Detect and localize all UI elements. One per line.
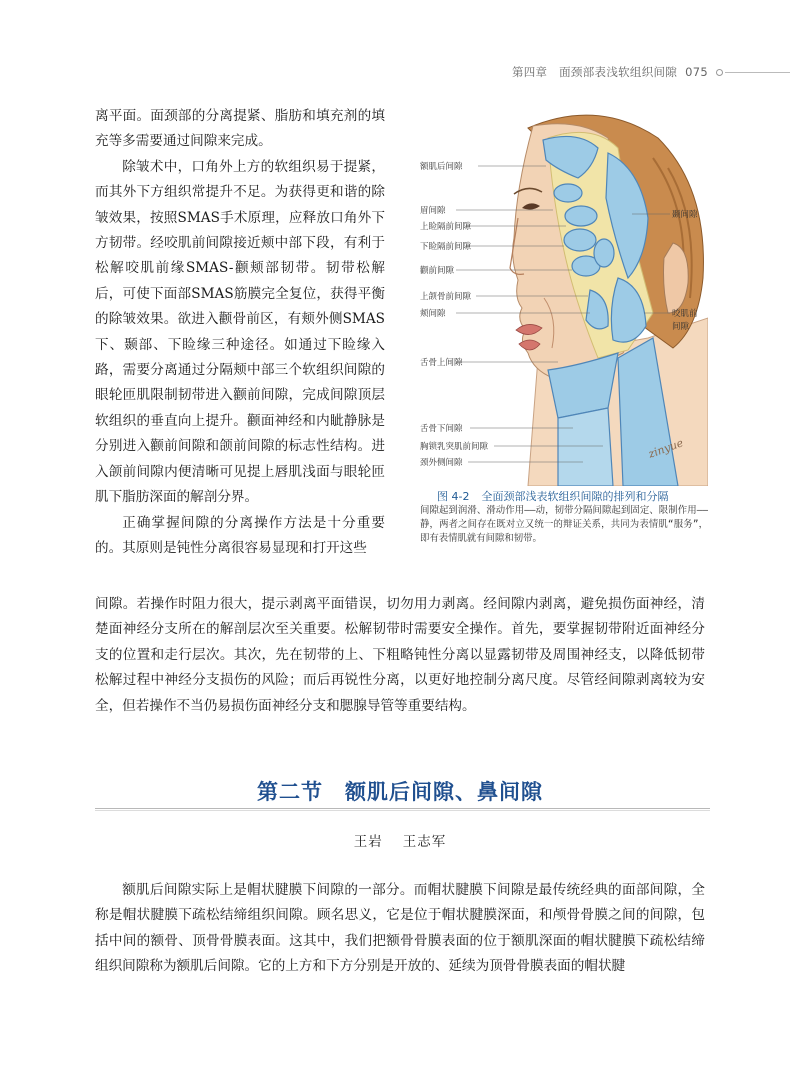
paragraph: 额肌后间隙实际上是帽状腱膜下间隙的一部分。而帽状腱膜下间隙是最传统经典的面部间隙，全称是帽状腱膜下疏松结缔组织间隙。顾名思义，它是位于帽状腱膜深面，和颅骨骨膜之间的间隙，包括中间的额骨、顶骨骨膜表面。这其中，我们把额骨骨膜表面的位于额肌深面的帽状腱膜下疏松结缔组织间隙称为额肌后间隙。它的上方和下方分别是开放的、延续为顶骨骨膜表面的帽状腱 xyxy=(95,882,705,975)
header-rule xyxy=(725,72,790,73)
figure-label: 舌骨上间隙 xyxy=(420,358,463,368)
page-number: 075 xyxy=(685,65,708,79)
header-text xyxy=(512,64,708,80)
left-column-text xyxy=(95,104,385,561)
figure-label: 颊间隙 xyxy=(420,309,446,319)
paragraph: 离平面。面颈部的分离提紧、脂肪和填充剂的填充等多需要通过间隙来完成。 xyxy=(95,108,385,150)
figure-label: 间隙 xyxy=(672,322,690,332)
figure-label: 下睑隔前间隙 xyxy=(420,242,472,252)
section-rule-shadow xyxy=(95,810,710,811)
header-dot-ornament xyxy=(716,69,723,76)
paragraph: 间隙。若操作时阻力很大，提示剥离平面错误，切勿用力剥离。经间隙内剥离，避免损伤面神经，清楚面神经分支所在的解剖层次至关重要。松解韧带时需要安全操作。首先，要掌握韧带附近面神经分支的位置和走行层次。其次，先在韧带的上、下粗略钝性分离以显露韧带及周围神经支，以降低韧带松解过程中神经分支损伤的风险；而后再锐性分离，以更好地控制分离尺度。尽管经间隙剥离较为安全，但若操作不当仍易损伤面神经分支和腮腺导管等重要结构。 xyxy=(95,596,705,714)
figure-label: 舌骨下间隙 xyxy=(420,424,463,434)
face-neck-illustration xyxy=(418,108,708,486)
paragraph: 正确掌握间隙的分离操作方法是十分重要的。其原则是钝性分离很容易显现和打开这些 xyxy=(95,514,385,556)
figure-label: 颞间隙 xyxy=(672,210,698,220)
figure-caption xyxy=(437,488,707,504)
section-heading xyxy=(95,776,705,806)
figure-label: 上颌骨前间隙 xyxy=(420,292,472,302)
figure-label: 上睑隔前间隙 xyxy=(420,222,472,232)
figure-label: 额肌后间隙 xyxy=(420,162,463,172)
figure-label: 眉间隙 xyxy=(420,206,446,216)
author-name: 王志军 xyxy=(402,834,447,850)
full-width-text xyxy=(95,592,705,719)
chapter-title: 第四章 面颈部表浅软组织间隙 xyxy=(511,65,678,79)
paragraph: 除皱术中，口角外上方的软组织易于提紧，而其外下方组织常提升不足。为获得更和谐的除皱效果，按照SMAS手术原理，应释放口角外下方韧带。经咬肌前间隙接近颊中部下段，有利于松解咬肌前缘SMAS-颧颊部韧带。韧带松解后，可使下面部SMAS筋膜完全复位，获得平衡的除皱效果。欲进入颧骨前区，有颊外侧SMAS下、颞部、下睑缘三种途径。如通过下睑缘入路，需要分离通过分隔颊中部三个软组织间隙的眼轮匝肌限制韧带进入颧前间隙，完成间隙顶层软组织的垂直向上提升。颧面神经和内眦静脉是分别进入颧前间隙和颌前间隙的标志性结构。进入颌前间隙内便清晰可见提上唇肌浅面与眼轮匝肌下脂肪深面的解剖分界。 xyxy=(95,158,385,506)
author-name: 王岩 xyxy=(353,834,383,850)
section-number: 第二节 xyxy=(257,779,323,804)
running-header xyxy=(0,64,790,82)
section-body-text xyxy=(95,878,705,980)
anatomy-figure xyxy=(418,108,708,486)
artist-signature: zinyue xyxy=(646,436,686,461)
figure-number: 图 4-2 xyxy=(437,490,470,503)
figure-label: 咬肌前 xyxy=(672,309,698,319)
figure-label: 颈外侧间隙 xyxy=(420,458,463,468)
figure-note: 间隙起到润滑、滑动作用——动，韧带分隔间隙起到固定、限制作用——静，两者之间存在既对立又统一的辩证关系，共同为表情肌“服务”，即有表情肌就有间隙和韧带。 xyxy=(420,505,708,544)
figure-label: 胸锁乳突肌前间隙 xyxy=(420,442,489,452)
section-authors xyxy=(95,830,705,850)
section-title: 额肌后间隙、鼻间隙 xyxy=(345,779,543,804)
figure-title: 全面颈部浅表软组织间隙的排列和分隔 xyxy=(481,490,669,503)
figure-label: 颧前间隙 xyxy=(420,266,455,276)
section-rule xyxy=(95,808,710,809)
